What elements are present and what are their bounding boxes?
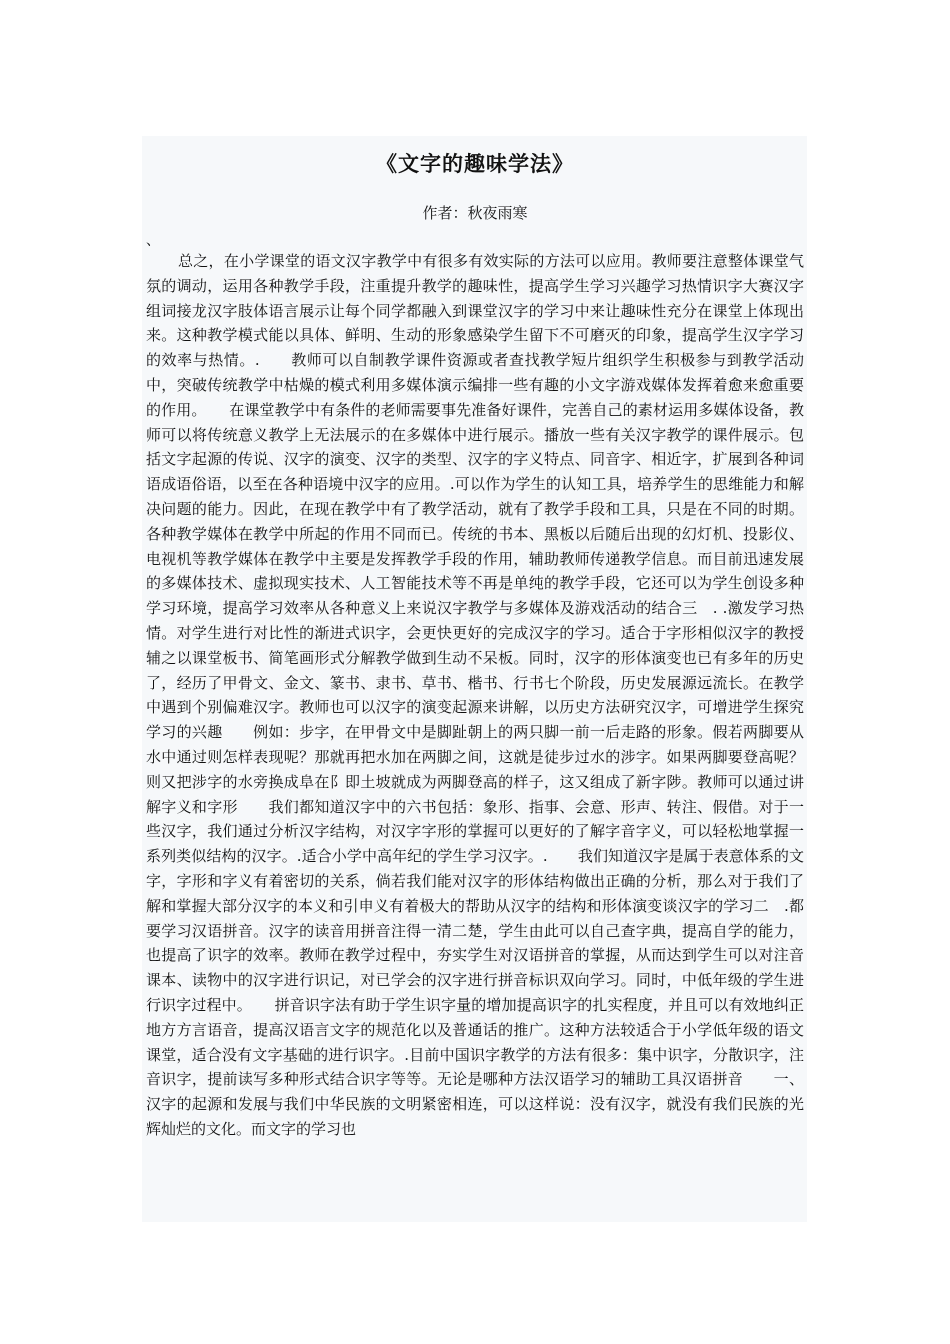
document-title: 《文字的趣味学法》 [376, 151, 574, 176]
author-line: 作者：秋夜雨寒 [422, 204, 528, 222]
body-paragraph: 总之，在小学课堂的语文汉字教学中有很多有效实际的方法可以应用。教师要注意整体课堂气氛的调动，运用各种教学手段，注重提升教学的趣味性，提高学生学习兴趣学习热情识字大赛汉字组词接龙汉字肢体语言展示让每个同学都融入到课堂汉字的学习中来让趣味性充分在课堂上体现出来。这种教学模式能以具体、鲜明、生动的形象感染学生留下不可磨灭的印象，提高学生汉字学习的效率与热情。. 教师可以自制教学课件资源或者查找教学短片组织学生积极参与到教学活动中，突破传统教学中枯燥的模式利用多媒体演示编排一些有趣的小文字游戏媒体发挥着愈来愈重要的作用。 在课堂教学中有条件的老师需要事先准备好课件，完善自己的素材运用多媒体设备，教师可以将传统意义教学上无法展示的在多媒体中进行展示。播放一些有关汉字教学的课件展示。包括文字起源的传说、汉字的演变、汉字的类型、汉字的字义特点、同音字、相近字，扩展到各种词语成语俗语，以至在各种语境中汉字的应用。.可以作为学生的认知工具，培养学生的思维能力和解决问题的能力。因此，在现在教学中有了教学活动，就有了教学手段和工具，只是在不同的时期。各种教学媒体在教学中所起的作用不同而已。传统的书本、黑板以后随后出现的幻灯机、投影仪、电视机等教学媒体在教学中主要是发挥教学手段的作用，辅助教师传递教学信息。而目前迅速发展的多媒体技术、虚拟现实技术、人工智能技术等不再是单纯的教学手段，它还可以为学生创设多种学习环境，提高学习效率从各种意义上来说汉字教学与多媒体及游戏活动的结合三 . .激发学习热情。对学生进行对比性的渐进式识字，会更快更好的完成汉字的学习。适合于字形相似汉字的教授辅之以课堂板书、简笔画形式分解教学做到生动不呆板。同时，汉字的形体演变也已有多年的历史了，经历了甲骨文、金文、篆书、隶书、草书、楷书、行书七个阶段，历史发展源远流长。在教学中遇到个别偏难汉字。教师也可以汉字的演变起源来讲解，以历史方法研究汉字，可增进学生探究学习的兴趣 例如：步字，在甲骨文中是脚趾朝上的两只脚一前一后走路的形象。假若两脚要从水中通过则怎样表现呢？那就再把水加在两脚之间，这就是徒步过水的涉字。如果两脚要登高呢？则又把涉字的水旁换成阜在阝即土坡就成为两脚登高的样子，这又组成了新字陟。教师可以通过讲解字义和字形 我们都知道汉字中的六书包括：象形、指事、会意、形声、转注、假借。对于一些汉字，我们通过分析汉字结构，对汉字字形的掌握可以更好的了解字音字义，可以轻松地掌握一系列类似结构的汉字。.适合小学中高年纪的学生学习汉字。. 我们知道汉字是属于表意体系的文字，字形和字义有着密切的关系，倘若我们能对汉字的形体结构做出正确的分析，那么对于我们了解和掌握大部分汉字的本义和引申义有着极大的帮助从汉字的结构和形体演变谈汉字的学习二 .都要学习汉语拼音。汉字的读音用拼音注得一清二楚，学生由此可以自己查字典，提高自学的能力，也提高了识字的效率。教师在教学过程中，夯实学生对汉语拼音的掌握，从而达到学生可以对注音课本、读物中的汉字进行识记，对已学会的汉字进行拼音标识双向学习。同时，中低年级的学生进行识字过程中。 拼音识字法有助于学生识字量的增加提高识字的扎实程度，并且可以有效地纠正地方方言语音，提高汉语言文字的规范化以及普通话的推广。这种方法较适合于小学低年级的语文课堂，适合没有文字基础的进行识字。.目前中国识字教学的方法有很多：集中识字，分散识字，注音识字，提前读写多种形式结合识字等等。无论是哪种方法汉语学习的辅助工具汉语拼音 一、汉字的起源和发展与我们中华民族的文明紧密相连，可以这样说：没有汉字，就没有我们民族的光辉灿烂的文化。而文字的学习也 [146, 252, 804, 1138]
stray-mark: 、 [146, 233, 160, 249]
